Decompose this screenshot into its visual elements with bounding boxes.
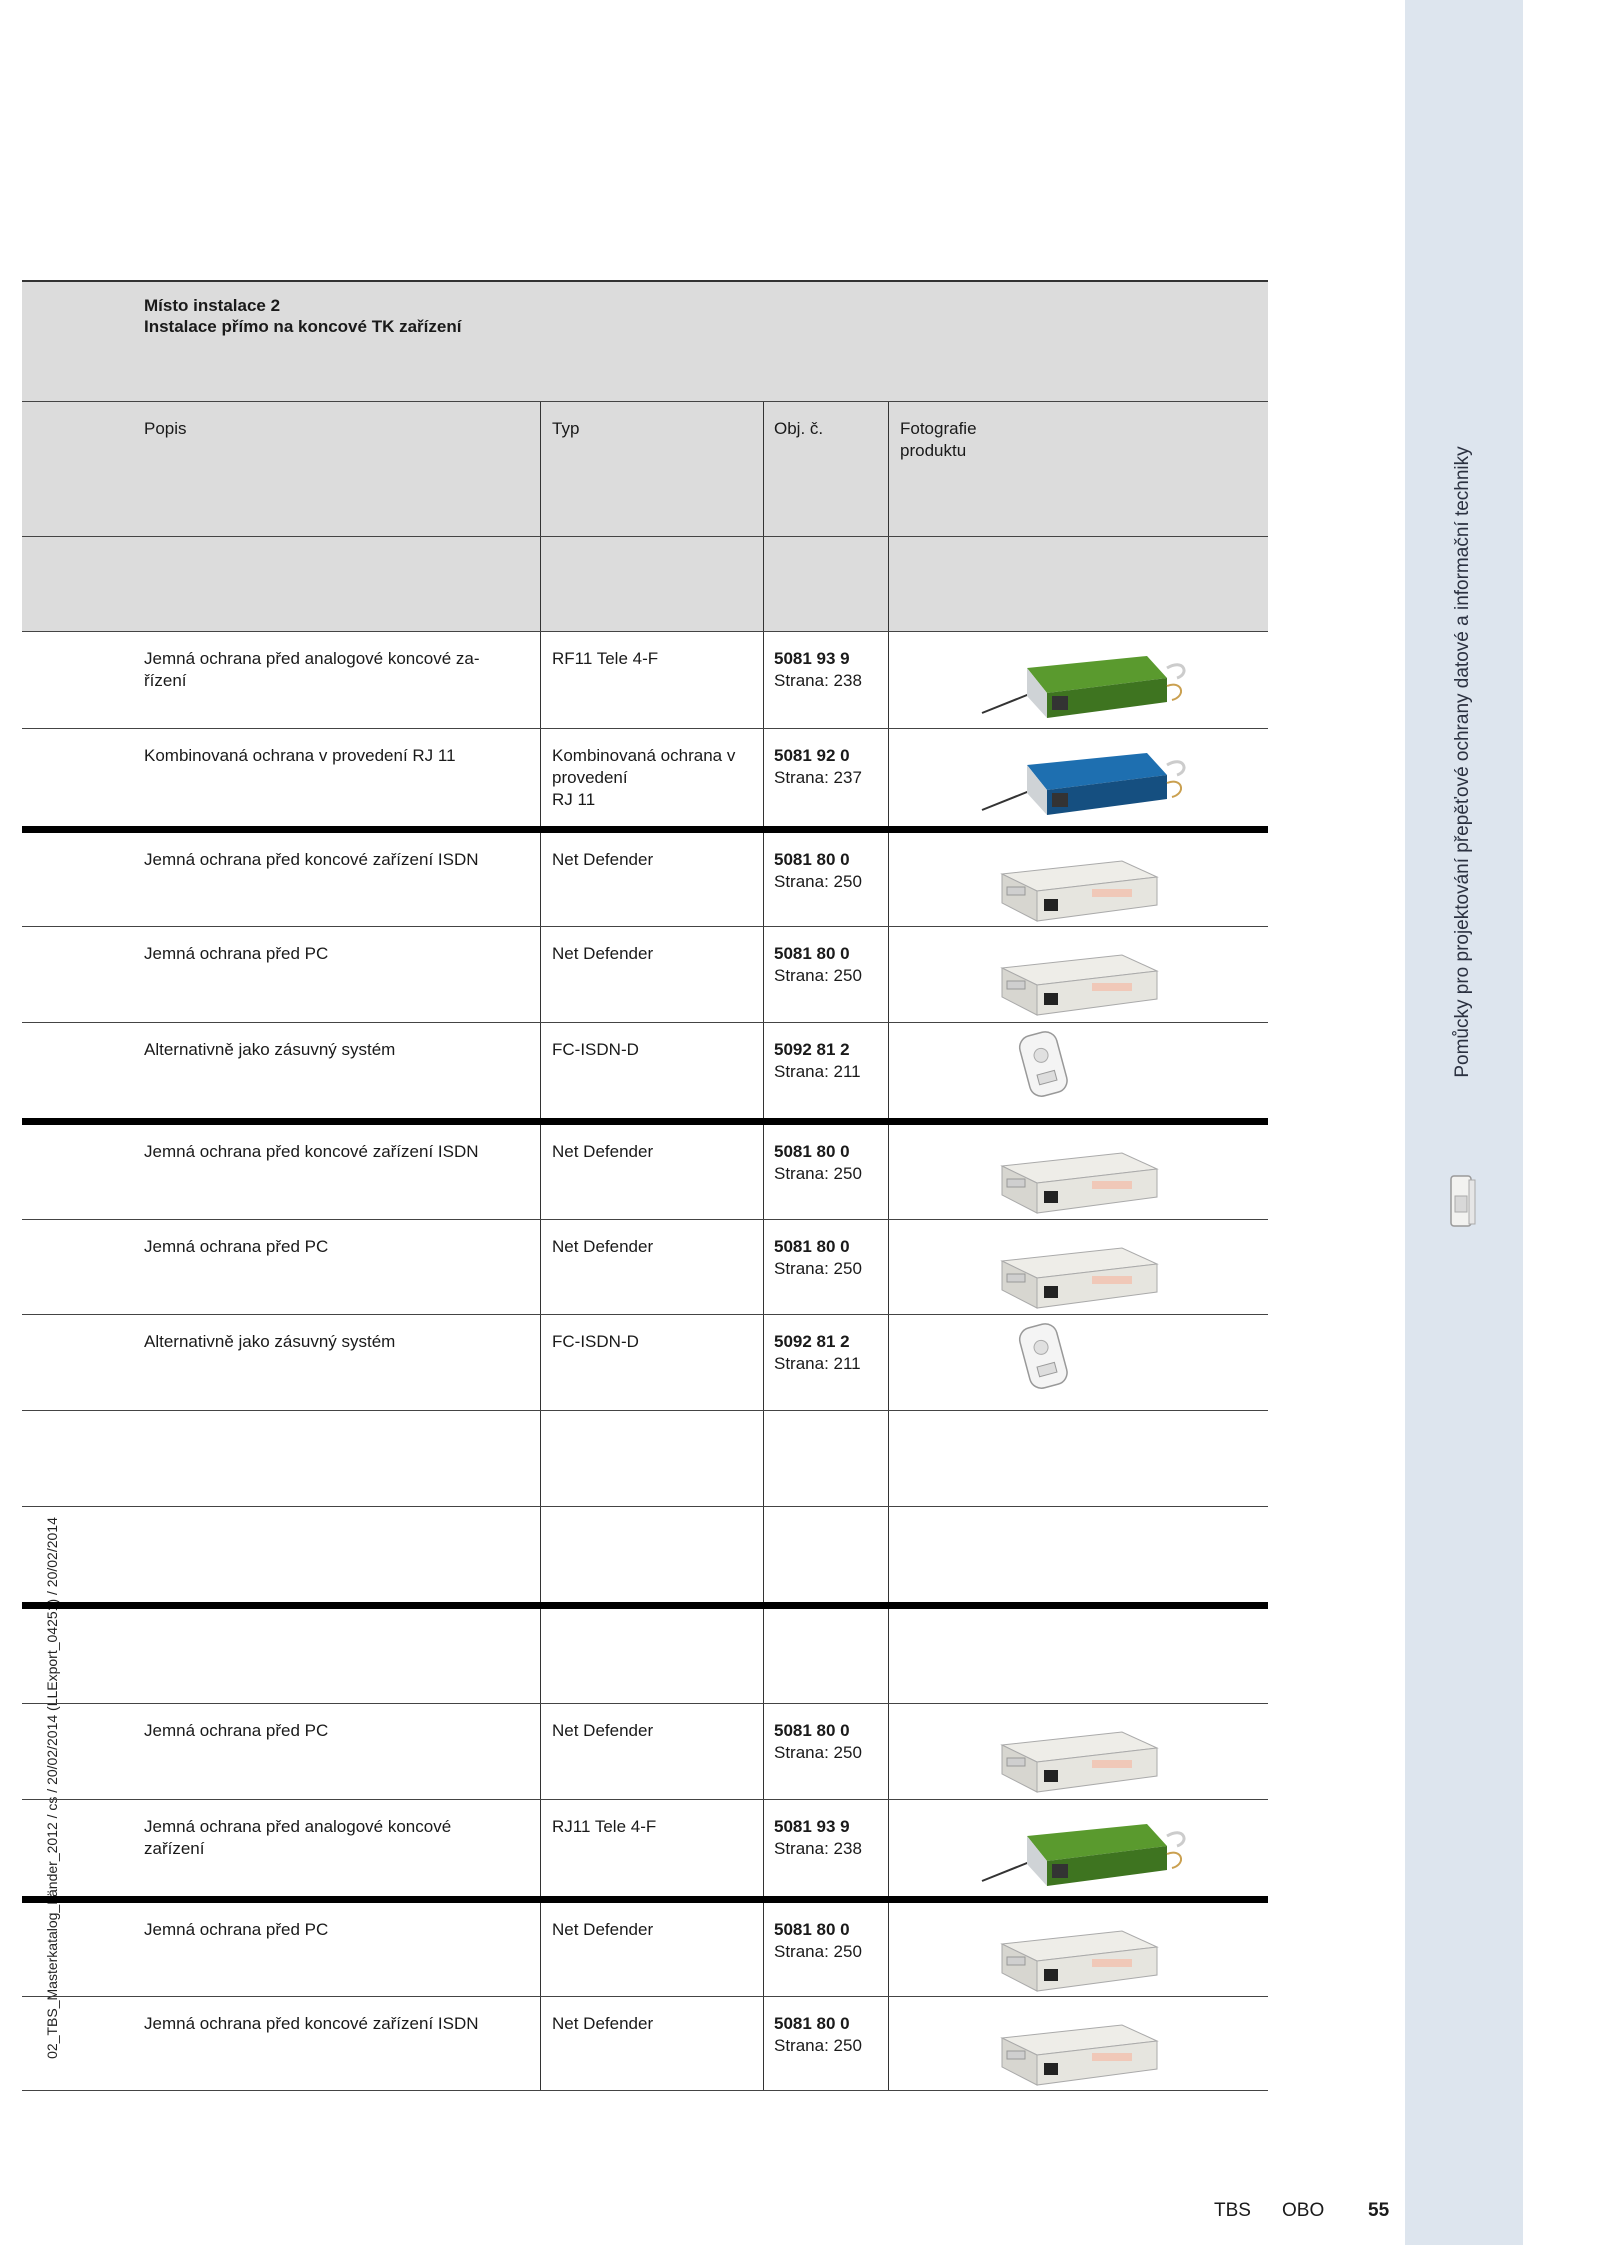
table-row — [22, 631, 1268, 728]
table-row — [22, 1022, 1268, 1118]
page-reference: Strana: 211 — [774, 1062, 861, 1081]
order-number: 5081 80 0 — [774, 850, 850, 869]
page-reference: Strana: 238 — [774, 671, 862, 690]
row-order-number — [774, 1720, 884, 1764]
green-surge-protector-icon — [972, 1806, 1192, 1901]
page-reference: Strana: 211 — [774, 1354, 861, 1373]
blue-surge-protector-icon — [972, 735, 1192, 830]
net-defender-icon — [972, 839, 1192, 934]
row-order-number — [774, 1141, 884, 1185]
table-row — [22, 1314, 1268, 1410]
table-row — [22, 926, 1268, 1022]
row-popis: Jemná ochrana před PC — [144, 1721, 329, 1740]
order-number: 5081 80 0 — [774, 1721, 850, 1740]
install-location-subtitle: Instalace přímo na koncové TK zařízení — [144, 317, 462, 336]
table-row — [22, 728, 1268, 826]
row-popis: Jemná ochrana před koncové zařízení ISDN — [144, 2014, 479, 2033]
product-table — [22, 280, 1268, 2091]
col-typ: Typ — [552, 419, 580, 438]
page-reference: Strana: 250 — [774, 966, 862, 985]
row-popis: Alternativně jako zásuvný systém — [144, 1332, 396, 1351]
table-row — [22, 1799, 1268, 1896]
net-defender-icon — [972, 2003, 1192, 2098]
order-number: 5081 80 0 — [774, 1142, 850, 1161]
table-row — [22, 1996, 1268, 2091]
footer-brand-obo: OBO — [1282, 2200, 1325, 2221]
row-typ: Net Defender — [552, 1721, 654, 1740]
net-defender-icon — [972, 1909, 1192, 2004]
row-typ: Net Defender — [552, 944, 654, 963]
net-defender-icon — [972, 933, 1192, 1028]
row-popis: Jemná ochrana před PC — [144, 1920, 329, 1939]
col-foto: Fotografie produktu — [900, 419, 977, 460]
page-reference: Strana: 237 — [774, 768, 862, 787]
page-reference: Strana: 250 — [774, 1743, 862, 1762]
row-order-number — [774, 1331, 884, 1375]
column-header-row — [22, 401, 1268, 536]
order-number: 5081 92 0 — [774, 746, 850, 765]
order-number: 5092 81 2 — [774, 1040, 850, 1059]
table-row — [22, 1703, 1268, 1799]
row-popis: Kombinovaná ochrana v provedení RJ 11 — [144, 746, 456, 765]
row-typ: RF11 Tele 4-F — [552, 649, 659, 668]
row-order-number — [774, 1919, 884, 1963]
page-reference: Strana: 250 — [774, 1164, 862, 1183]
empty-row — [22, 1506, 1268, 1602]
order-number: 5081 80 0 — [774, 944, 850, 963]
row-typ: Net Defender — [552, 1142, 654, 1161]
page-reference: Strana: 238 — [774, 1839, 862, 1858]
install-location-title: Místo instalace 2 — [144, 296, 281, 315]
plug-adapter-icon — [972, 1029, 1192, 1124]
col-popis: Popis — [144, 419, 187, 438]
table-row — [22, 826, 1268, 926]
row-order-number — [774, 1236, 884, 1280]
plug-adapter-icon — [972, 1321, 1192, 1416]
row-popis: Jemná ochrana před PC — [144, 1237, 329, 1256]
sidebar-band — [1405, 0, 1523, 2245]
empty-row — [22, 1410, 1268, 1506]
table-row — [22, 1219, 1268, 1314]
catalog-slug: 02_TBS_Masterkatalog_Länder_2012 / cs / 20/02/2014 (LLExport_04251) / 20/02/2014 — [44, 1517, 60, 2059]
row-popis: Jemná ochrana před koncové zařízení ISDN — [144, 1142, 479, 1161]
row-popis: Jemná ochrana před analogové koncové zařízení — [144, 1817, 452, 1858]
order-number: 5081 80 0 — [774, 2014, 850, 2033]
page-reference: Strana: 250 — [774, 1942, 862, 1961]
page-number: 55 — [1368, 2200, 1390, 2221]
net-defender-icon — [972, 1131, 1192, 1226]
order-number: 5081 80 0 — [774, 1920, 850, 1939]
row-typ: FC-ISDN-D — [552, 1332, 639, 1351]
empty-row — [22, 536, 1268, 631]
surge-module-thumbnail-icon — [1447, 1172, 1479, 1234]
order-number: 5081 93 9 — [774, 1817, 850, 1836]
row-typ: Net Defender — [552, 1237, 654, 1256]
net-defender-icon — [972, 1226, 1192, 1321]
order-number: 5092 81 2 — [774, 1332, 850, 1351]
net-defender-icon — [972, 1710, 1192, 1805]
page-reference: Strana: 250 — [774, 1259, 862, 1278]
sidebar-title: Pomůcky pro projektování přepěťové ochrany datové a informační techniky — [1452, 446, 1473, 1078]
order-number: 5081 93 9 — [774, 649, 850, 668]
row-typ: Net Defender — [552, 850, 654, 869]
green-surge-protector-icon — [972, 638, 1192, 733]
row-typ: Net Defender — [552, 2014, 654, 2033]
row-order-number — [774, 943, 884, 987]
footer-brand-tbs: TBS — [1214, 2200, 1251, 2221]
table-title-block — [22, 280, 1268, 401]
row-order-number — [774, 2013, 884, 2057]
page-reference: Strana: 250 — [774, 2036, 862, 2055]
row-order-number — [774, 849, 884, 893]
row-typ: RJ11 Tele 4-F — [552, 1817, 657, 1836]
row-popis: Alternativně jako zásuvný systém — [144, 1040, 396, 1059]
row-popis: Jemná ochrana před PC — [144, 944, 329, 963]
table-row — [22, 1896, 1268, 1996]
empty-row — [22, 1602, 1268, 1703]
row-order-number — [774, 648, 884, 692]
row-order-number — [774, 1039, 884, 1083]
table-row — [22, 1118, 1268, 1219]
col-obj: Obj. č. — [774, 419, 824, 438]
row-typ: FC-ISDN-D — [552, 1040, 639, 1059]
row-typ: Kombinovaná ochrana v provedení RJ 11 — [552, 746, 736, 809]
page-reference: Strana: 250 — [774, 872, 862, 891]
row-order-number — [774, 745, 884, 789]
row-popis: Jemná ochrana před analogové koncové za- řízení — [144, 649, 480, 690]
order-number: 5081 80 0 — [774, 1237, 850, 1256]
row-popis: Jemná ochrana před koncové zařízení ISDN — [144, 850, 479, 869]
row-typ: Net Defender — [552, 1920, 654, 1939]
row-order-number — [774, 1816, 884, 1860]
